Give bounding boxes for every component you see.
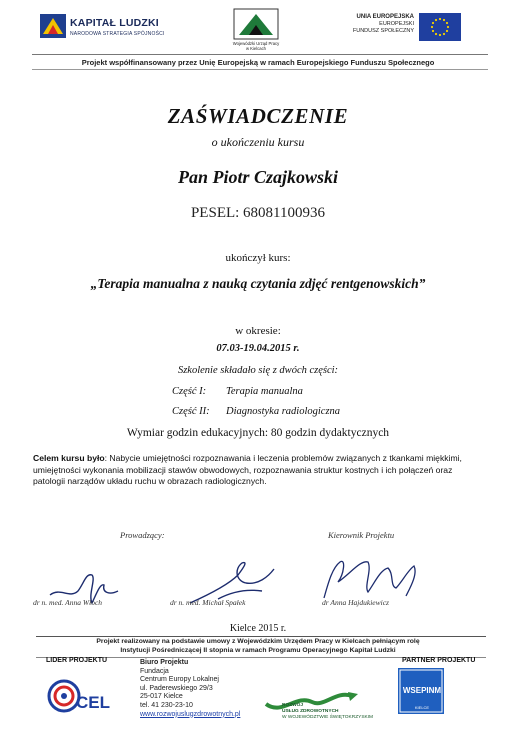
certificate-subtitle: o ukończeniu kursu (211, 135, 305, 149)
wup-caption-line1: Wojewódzki Urząd Pracy (232, 41, 280, 46)
signer-1-name: dr n. med. Anna Włoch (33, 598, 103, 607)
certificate-title: ZAŚWIADCZENIE (167, 104, 349, 128)
rozwoj-logo-caption (282, 703, 373, 720)
project-cofinancing-note: Projekt współfinansowany przez Unię Europejską w ramach Europejskiego Funduszu Społecznego (81, 58, 435, 67)
cel-logo-text: CEL (76, 693, 110, 712)
eu-caption-line3: FUNDUSZ SPOŁECZNY (352, 28, 414, 34)
wup-logo-caption (222, 41, 290, 51)
footer-note-line2: Instytucji Pośredniczącej II stopnia w ramach Programu Operacyjnego Kapitał Ludzki (120, 646, 396, 654)
course-period: 07.03-19.04.2015 r. (216, 343, 300, 354)
footer-implementation-note (0, 638, 516, 655)
wsp-logo-city: KIELCE (414, 705, 430, 710)
signer-2-name: dr n. med. Michał Spałek (170, 598, 246, 607)
course-hours: Wymiar godzin edukacyjnych: 80 godzin dydaktycznych (126, 427, 390, 439)
place-date: Kielce 2015 r. (229, 623, 287, 634)
recipient-pesel: PESEL: 68081100936 (190, 205, 326, 221)
project-website-link[interactable]: www.rozwojuslugzdrowotnych.pl (140, 710, 241, 718)
course-goal-text: : Nabycie umiejętności rozpoznawania i leczenia problemów związanych z tkankami miękkimi, umiejętności wykonania mobilizacji stawów obwodowych, rozpoznawania struktur kostnych i ich połączeń oraz patologii narządów układu ruchu w obrazach radiologicznych. (33, 453, 462, 487)
cel-logo-icon (46, 672, 114, 720)
kapital-ludzki-logo-icon (40, 14, 66, 38)
kapital-ludzki-title: KAPITAŁ LUDZKI (70, 17, 159, 29)
project-office-title: Biuro Projektu (140, 659, 189, 666)
project-office-line: ul. Paderewskiego 29/3 (140, 684, 213, 692)
eu-caption (350, 14, 414, 35)
eu-caption-line1: UNIA EUROPEJSKA (356, 14, 414, 20)
project-manager-label: Kierownik Projektu (328, 530, 395, 540)
rozwoj-caption-line1: ROZWÓJ (282, 703, 304, 708)
footer-divider (36, 636, 486, 637)
wup-logo-icon (233, 8, 279, 40)
period-label: w okresie: (235, 325, 281, 337)
eu-caption-line2: EUROPEJSKI (379, 21, 414, 27)
parts-intro: Szkolenie składało się z dwóch części: (177, 365, 339, 376)
rozwoj-caption-line3: W WOJEWÓDZTWIE ŚWIĘTOKRZYSKIM (282, 714, 374, 720)
rozwoj-caption-line2: USŁUG ZDROWOTNYCH (282, 708, 339, 714)
part-2-value: Diagnostyka radiologiczna (226, 406, 341, 417)
wup-caption-line2: w Kielcach (245, 46, 266, 51)
signer-3-name: dr Anna Hajdukiewicz (322, 598, 389, 607)
course-goal-label: Celem kursu było (33, 453, 105, 463)
lecturers-label: Prowadzący: (120, 530, 165, 540)
recipient-name: Pan Piotr Czajkowski (177, 167, 339, 187)
wsp-logo-text: WSEPINM (402, 686, 442, 695)
header-divider (32, 54, 488, 55)
footer-note-line1: Projekt realizowany na podstawie umowy z Wojewódzkim Urzędem Pracy w Kielcach pełniącym rolę (96, 638, 420, 645)
project-partner-label: PARTNER PROJEKTU (402, 657, 476, 664)
project-office-line: Fundacja (140, 667, 169, 675)
project-office (140, 659, 240, 719)
part-1-label: Część I: (172, 386, 207, 397)
project-leader-label: LIDER PROJEKTU (46, 657, 108, 664)
part-1-value: Terapia manualna (226, 386, 303, 397)
part-2-label: Część II: (172, 406, 210, 417)
project-office-line: tel. 41 230-23-10 (140, 701, 193, 709)
eu-flag-icon (419, 13, 461, 41)
course-goal (33, 453, 483, 488)
completed-label: ukończył kurs: (225, 252, 291, 264)
kapital-ludzki-subtitle: NARODOWA STRATEGIA SPÓJNOŚCI (70, 31, 165, 37)
course-name: „Terapia manualna z nauką czytania zdjęć rentgenowskich” (90, 276, 426, 291)
header-divider-bottom (32, 69, 488, 70)
project-office-line: Centrum Europy Lokalnej (140, 676, 219, 684)
project-office-line: 25-017 Kielce (140, 693, 183, 701)
